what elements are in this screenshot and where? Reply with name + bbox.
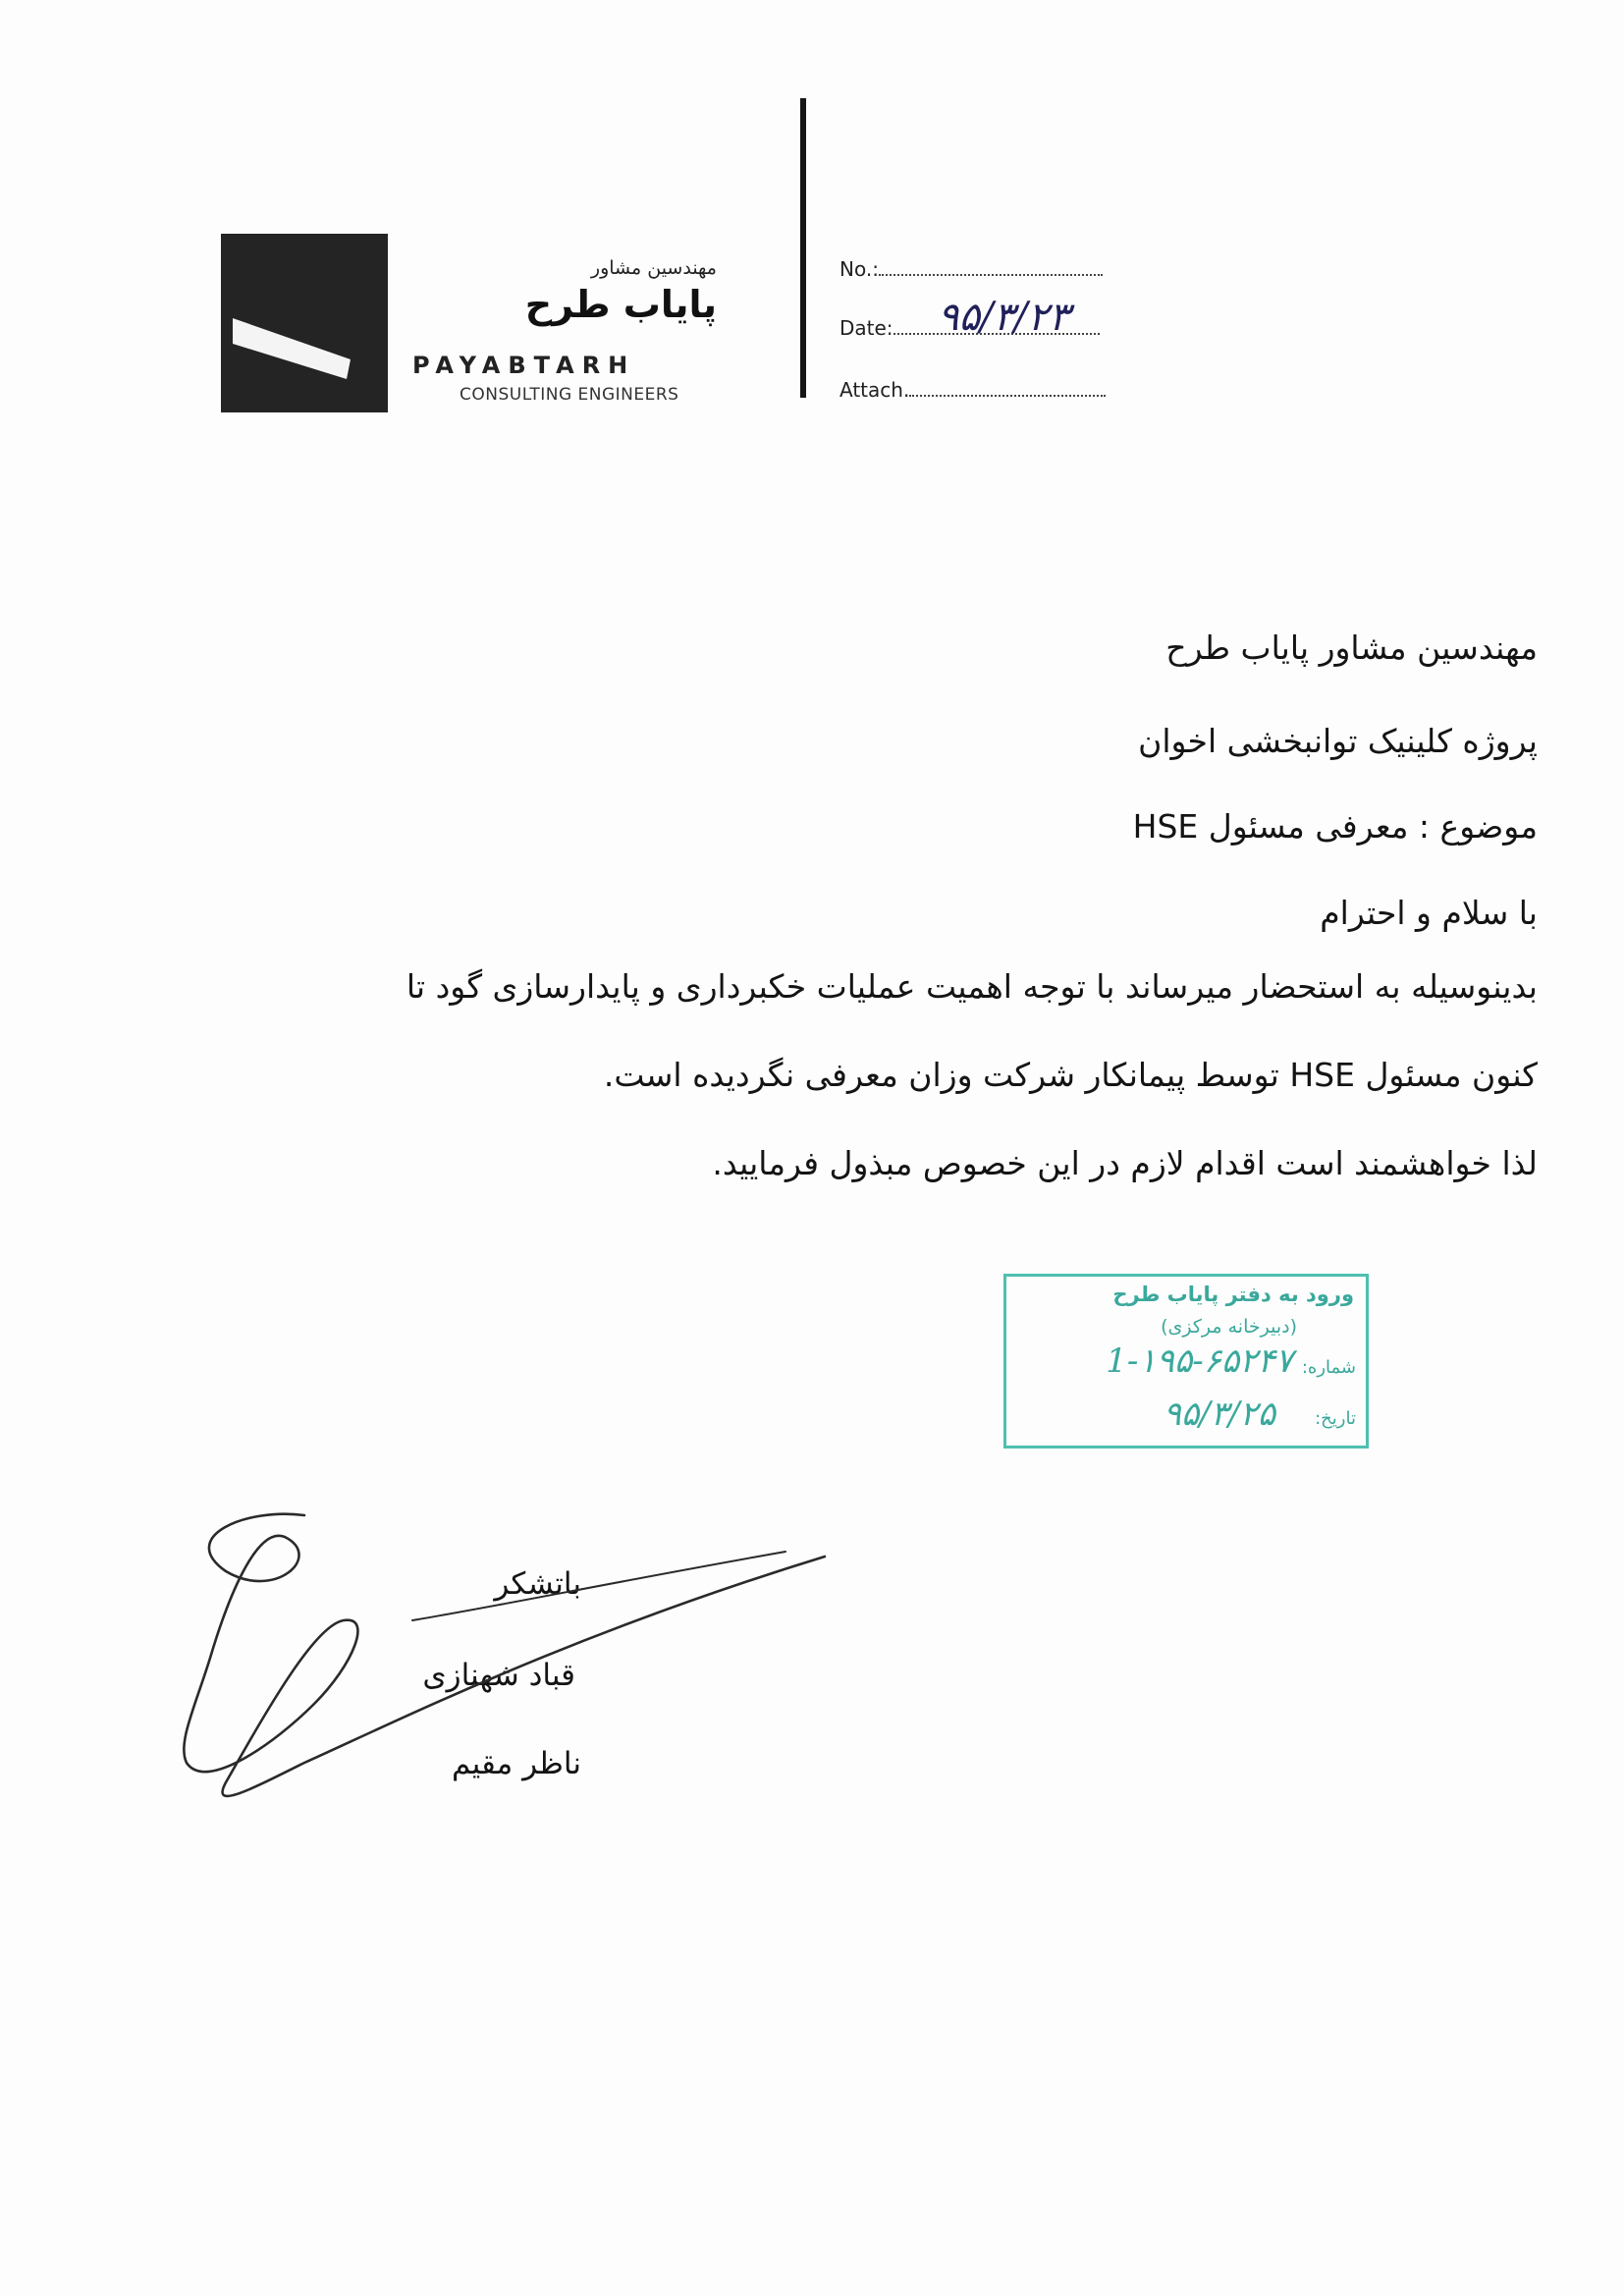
greeting: با سلام و احترام bbox=[1320, 894, 1538, 932]
ref-date-value: ۹۵/۳/۲۳ bbox=[938, 295, 1070, 340]
ref-attach-label: Attach. bbox=[839, 378, 910, 402]
stamp-number-label: شماره: bbox=[1301, 1357, 1356, 1378]
company-tagline-en: CONSULTING ENGINEERS bbox=[460, 385, 679, 405]
handwritten-signature bbox=[157, 1498, 844, 1831]
stamp-date-value: ۹۵/۳/۲۵ bbox=[1163, 1394, 1275, 1434]
ref-number-label: No.: bbox=[839, 257, 879, 281]
ref-attach-dots bbox=[909, 391, 1106, 397]
signer-name: قباد شهنازی bbox=[422, 1658, 575, 1693]
ref-attach-row bbox=[839, 378, 1106, 402]
stamp-title: ورود به دفتر پایاب طرح bbox=[1112, 1283, 1354, 1306]
signer-role: ناظر مقیم bbox=[452, 1746, 581, 1781]
letterhead-divider bbox=[800, 98, 806, 398]
project-line: پروژه کلینیک توانبخشی اخوان bbox=[1138, 722, 1538, 760]
ref-number-dots bbox=[879, 270, 1103, 276]
company-logo bbox=[221, 234, 388, 412]
ref-date-label: Date: bbox=[839, 316, 893, 340]
paragraph-line-2: کنون مسئول HSE توسط پیمانکار شرکت وزان معرفی نگردیده است. bbox=[603, 1056, 1538, 1094]
subject-line: موضوع : معرفی مسئول HSE bbox=[1132, 807, 1538, 846]
stamp-number-value: 1-۱۹۵-۶۵۲۴۷ bbox=[1106, 1341, 1293, 1381]
company-name-fa-small: مهندسین مشاور bbox=[590, 257, 717, 279]
addressee: مهندسین مشاور پایاب طرح bbox=[1165, 629, 1538, 667]
ref-number-row bbox=[839, 257, 1103, 281]
logo-mark-icon bbox=[221, 234, 388, 412]
company-name-en: PAYABTARH bbox=[412, 352, 636, 379]
closing: باتشکر bbox=[494, 1566, 581, 1602]
receipt-stamp bbox=[1003, 1274, 1369, 1449]
stamp-date-label: تاریخ: bbox=[1315, 1408, 1356, 1429]
paragraph-line-3: لذا خواهشمند است اقدام لازم در این خصوص مبذول فرمایید. bbox=[712, 1144, 1538, 1182]
paragraph-line-1: بدینوسیله به استحضار میرساند با توجه اهمیت عملیات خکبرداری و پایدارسازی گود تا bbox=[406, 967, 1538, 1006]
stamp-subtitle: (دبیرخانه مرکزی) bbox=[1161, 1316, 1297, 1338]
company-name-fa: پایاب طرح bbox=[524, 283, 717, 326]
